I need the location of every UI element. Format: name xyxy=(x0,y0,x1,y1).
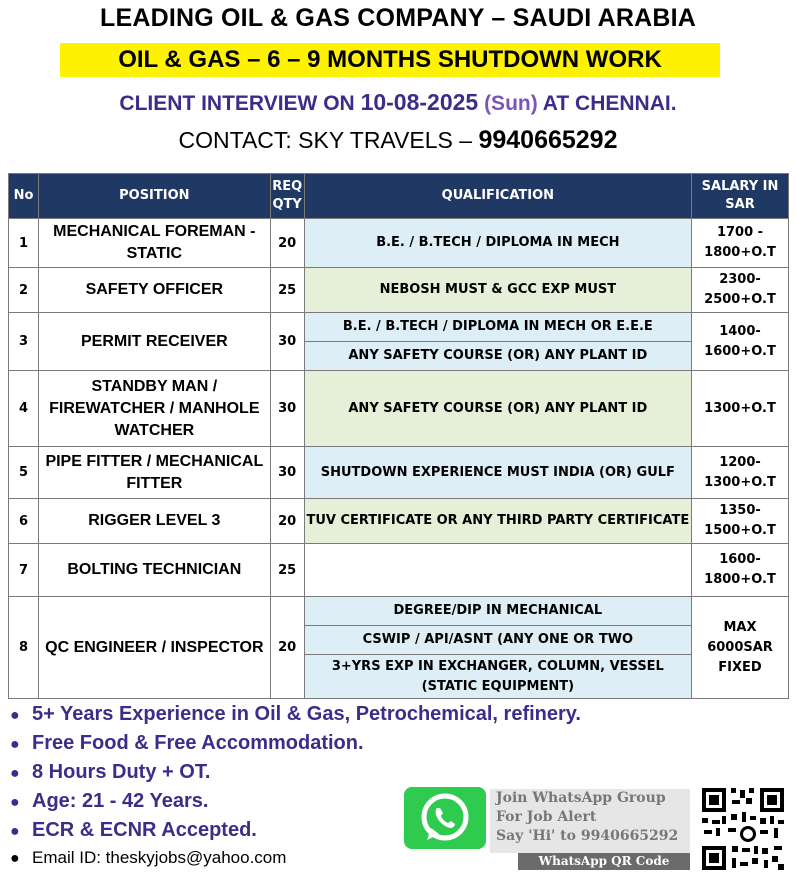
row-no: 3 xyxy=(9,313,39,371)
row-no: 4 xyxy=(9,371,39,447)
bullet-text: Age: 21 - 42 Years. xyxy=(32,790,209,812)
interview-line xyxy=(0,89,796,116)
bullet-text: Free Food & Free Accommodation. xyxy=(32,732,364,754)
interview-suffix: AT CHENNAI. xyxy=(542,92,677,115)
whatsapp-line1: Join WhatsApp Group xyxy=(496,790,666,806)
col-salary xyxy=(692,174,789,219)
page-title: LEADING OIL & GAS COMPANY – SAUDI ARABIA xyxy=(99,4,696,32)
row-qty: 20 xyxy=(270,219,304,268)
whatsapp-qr-label: WhatsApp QR Code xyxy=(518,853,690,870)
row-qualification: TUV CERTIFICATE OR ANY THIRD PARTY CERTIFICATE xyxy=(304,499,691,544)
contact-phone: 9940665292 xyxy=(478,126,618,154)
row-position: PIPE FITTER / MECHANICAL FITTER xyxy=(38,447,270,499)
row-salary: 1350- 1500+O.T xyxy=(692,499,789,544)
whatsapp-promo[interactable] xyxy=(404,787,692,871)
row-qty: 30 xyxy=(270,313,304,371)
row-qualification: CSWIP / API/ASNT (ANY ONE OR TWO xyxy=(304,626,691,655)
col-salary-line2: SAR xyxy=(725,197,755,212)
bullet-text: 8 Hours Duty + OT. xyxy=(32,761,211,783)
row-no: 7 xyxy=(9,544,39,597)
duration-banner: OIL & GAS – 6 – 9 MONTHS SHUTDOWN WORK xyxy=(60,43,720,77)
row-qualification: SHUTDOWN EXPERIENCE MUST INDIA (OR) GULF xyxy=(304,447,691,499)
row-no: 1 xyxy=(9,219,39,268)
row-qualification: DEGREE/DIP IN MECHANICAL xyxy=(304,597,691,626)
table-row xyxy=(9,371,789,447)
row-qualification: 3+YRS EXP IN EXCHANGER, COLUMN, VESSEL (STATIC EQUIPMENT) xyxy=(304,655,691,699)
table-row xyxy=(9,499,789,544)
row-salary: 1700 - 1800+O.T xyxy=(692,219,789,268)
interview-date: 10-08-2025 xyxy=(360,89,479,115)
col-qty-line1: REQ xyxy=(272,179,303,194)
row-position: BOLTING TECHNICIAN xyxy=(38,544,270,597)
row-position: STANDBY MAN / FIREWATCHER / MANHOLE WATCHER xyxy=(38,371,270,447)
col-qualification: QUALIFICATION xyxy=(304,174,691,219)
table-row xyxy=(9,597,789,626)
row-position: SAFETY OFFICER xyxy=(38,268,270,313)
bullet-text: ECR & ECNR Accepted. xyxy=(32,819,257,841)
row-qty: 30 xyxy=(270,447,304,499)
row-no: 6 xyxy=(9,499,39,544)
list-item xyxy=(10,703,581,732)
table-row xyxy=(9,219,789,268)
row-position: QC ENGINEER / INSPECTOR xyxy=(38,597,270,699)
row-qty: 20 xyxy=(270,499,304,544)
contact-prefix: CONTACT: SKY TRAVELS – xyxy=(178,127,473,153)
list-item xyxy=(10,732,581,761)
row-no: 5 xyxy=(9,447,39,499)
email-text[interactable]: Email ID: theskyjobs@yahoo.com xyxy=(32,848,287,867)
bullet-icon: ● xyxy=(10,765,20,782)
qr-code-icon[interactable] xyxy=(698,784,788,874)
whatsapp-icon[interactable] xyxy=(404,787,486,849)
bullet-text: 5+ Years Experience in Oil & Gas, Petrochemical, refinery. xyxy=(32,703,581,725)
row-salary: 1400- 1600+O.T xyxy=(692,313,789,371)
bullet-icon: ● xyxy=(10,850,20,867)
table-row xyxy=(9,544,789,597)
row-no: 2 xyxy=(9,268,39,313)
contact-line xyxy=(0,126,796,155)
row-qualification: B.E. / B.TECH / DIPLOMA IN MECH xyxy=(304,219,691,268)
row-position: MECHANICAL FOREMAN - STATIC xyxy=(38,219,270,268)
interview-prefix: CLIENT INTERVIEW ON xyxy=(119,92,355,115)
whatsapp-line2: For Job Alert xyxy=(496,809,597,825)
bullet-icon: ● xyxy=(10,707,20,724)
col-salary-line1: SALARY IN xyxy=(701,179,779,194)
col-no: No xyxy=(9,174,39,219)
interview-day: (Sun) xyxy=(484,92,538,115)
row-qty: 30 xyxy=(270,371,304,447)
whatsapp-text xyxy=(490,789,690,853)
row-qty: 20 xyxy=(270,597,304,699)
col-qty xyxy=(270,174,304,219)
bullet-icon: ● xyxy=(10,794,20,811)
row-no: 8 xyxy=(9,597,39,699)
list-item xyxy=(10,761,581,790)
table-row xyxy=(9,313,789,342)
bullet-icon: ● xyxy=(10,736,20,753)
row-qualification: B.E. / B.TECH / DIPLOMA IN MECH OR E.E.E xyxy=(304,313,691,342)
row-salary: 1300+O.T xyxy=(692,371,789,447)
row-qualification: NEBOSH MUST & GCC EXP MUST xyxy=(304,268,691,313)
whatsapp-line3: Say 'Hi' to 9940665292 xyxy=(496,828,679,844)
row-qualification: ANY SAFETY COURSE (OR) ANY PLANT ID xyxy=(304,371,691,447)
col-position: POSITION xyxy=(38,174,270,219)
table-row xyxy=(9,268,789,313)
row-position: PERMIT RECEIVER xyxy=(38,313,270,371)
row-qualification: ANY SAFETY COURSE (OR) ANY PLANT ID xyxy=(304,342,691,371)
row-qty: 25 xyxy=(270,544,304,597)
row-salary: 1600- 1800+O.T xyxy=(692,544,789,597)
jobs-table xyxy=(8,173,789,699)
bullet-icon: ● xyxy=(10,823,20,840)
col-qty-line2: QTY xyxy=(272,197,302,212)
row-position: RIGGER LEVEL 3 xyxy=(38,499,270,544)
table-row xyxy=(9,447,789,499)
row-salary: 2300- 2500+O.T xyxy=(692,268,789,313)
row-qualification xyxy=(304,544,691,597)
row-salary: 1200- 1300+O.T xyxy=(692,447,789,499)
row-salary: MAX 6000SAR FIXED xyxy=(692,597,789,699)
row-qty: 25 xyxy=(270,268,304,313)
